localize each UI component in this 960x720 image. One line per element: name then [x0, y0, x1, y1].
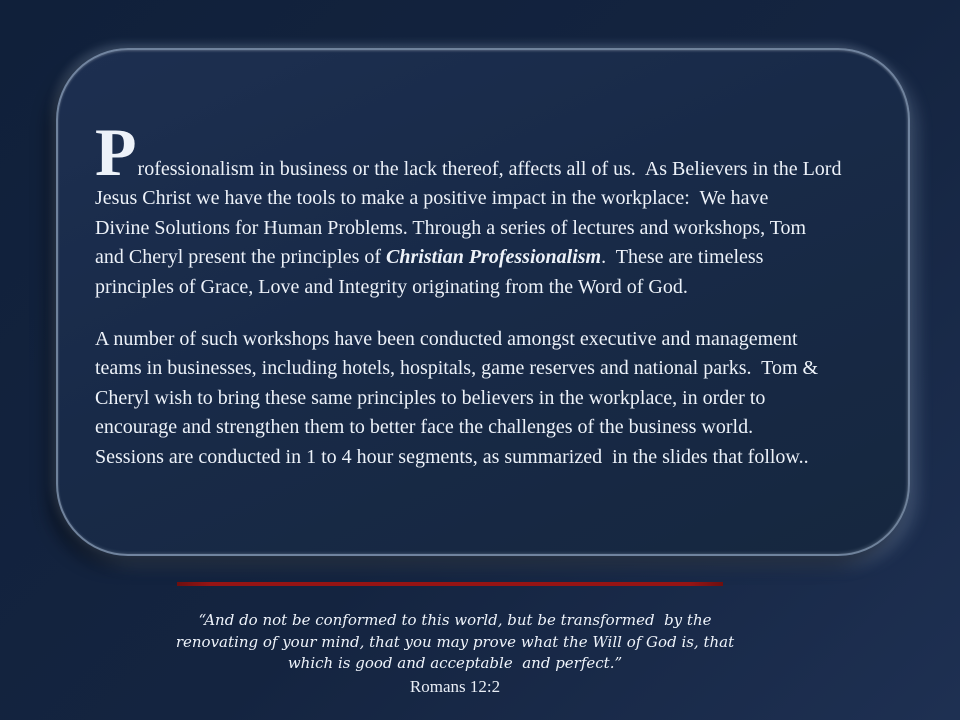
- drop-cap: P: [95, 114, 138, 190]
- body-line: Divine Solutions for Human Problems. Through a series of lectures and workshops, Tom: [95, 216, 807, 239]
- paragraph-1: [95, 114, 895, 302]
- body-text: [95, 114, 895, 472]
- paragraph-2: [95, 325, 895, 472]
- body-line: A number of such workshops have been conducted amongst executive and management: [95, 328, 798, 351]
- scripture-quote: [150, 610, 760, 697]
- divider-line: [177, 582, 723, 586]
- emphasis-text: Christian Professionalism: [386, 246, 602, 269]
- body-line: [95, 243, 895, 272]
- body-line: teams in businesses, including hotels, hospitals, game reserves and national parks. Tom &: [95, 357, 819, 380]
- body-line: Cheryl wish to bring these same principles to believers in the workplace, in order to: [95, 386, 766, 409]
- body-line: Sessions are conducted in 1 to 4 hour segments, as summarized in the slides that follow..: [95, 445, 809, 468]
- body-line: encourage and strengthen them to better face the challenges of the business world.: [95, 416, 754, 439]
- body-line: Jesus Christ we have the tools to make a positive impact in the workplace: We have: [95, 187, 769, 210]
- quote-line: renovating of your mind, that you may prove what the Will of God is, that: [175, 632, 735, 651]
- body-line-text: . These are timeless: [601, 246, 764, 269]
- body-line: [95, 114, 895, 190]
- body-line: principles of Grace, Love and Integrity originating from the Word of God.: [95, 275, 688, 298]
- quote-line: “And do not be conformed to this world, but be transformed by the: [198, 611, 712, 629]
- quote-line: which is good and acceptable and perfect.”: [287, 654, 623, 673]
- body-line-text: and Cheryl present the principles of: [95, 246, 387, 269]
- scripture-reference: Romans 12:2: [409, 676, 501, 696]
- paragraph-spacer: [95, 302, 895, 325]
- body-line-text: rofessionalism in business or the lack thereof, affects all of us. As Believers in the Lord: [137, 158, 842, 180]
